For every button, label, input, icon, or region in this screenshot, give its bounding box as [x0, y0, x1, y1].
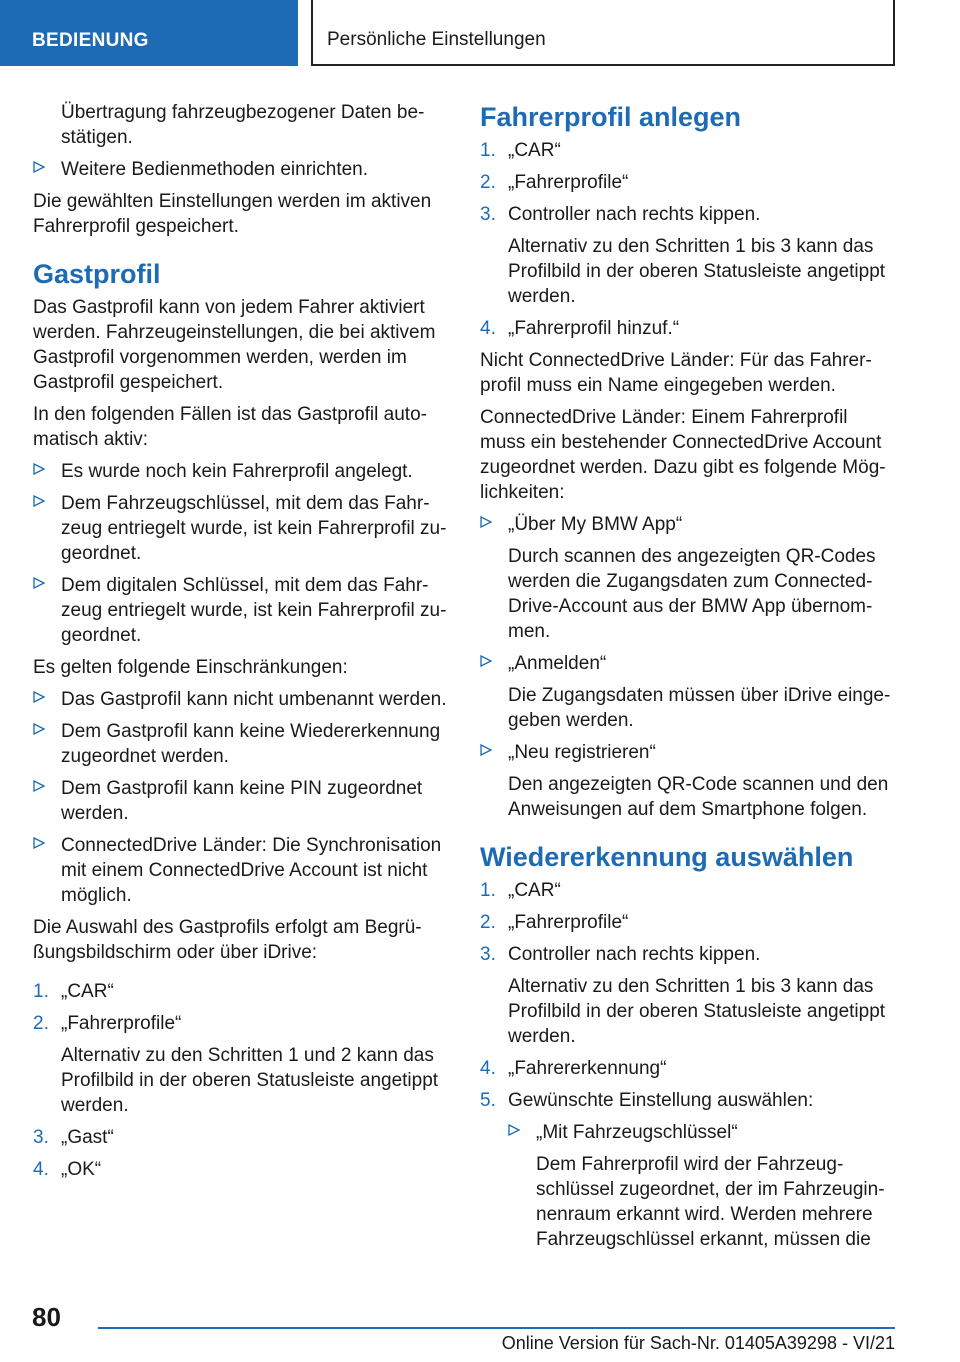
step-number: 1.	[480, 880, 496, 901]
list-item	[33, 459, 451, 484]
triangle-right-outline-icon	[33, 161, 45, 173]
step-number: 3.	[33, 1127, 49, 1148]
right-column	[480, 100, 895, 1259]
list-item	[508, 1120, 895, 1252]
step-note: Alternativ zu den Schritten 1 bis 3 kann das Profilbild in der oberen Statusleiste angetippt werden.	[508, 976, 886, 1047]
numbered-step	[480, 138, 895, 163]
numbered-step	[480, 170, 895, 195]
list-item	[33, 719, 451, 769]
option-title: „Über My BMW App“	[508, 514, 683, 535]
option-description: Den angezeigten QR-Code scannen und den Anweisungen auf dem Smartphone folgen.	[508, 774, 889, 820]
step-number: 2.	[480, 172, 496, 193]
triangle-right-outline-icon	[480, 744, 492, 756]
numbered-step	[33, 1125, 451, 1150]
triangle-right-outline-icon	[33, 780, 45, 792]
list-item	[33, 491, 451, 566]
numbered-step	[480, 910, 895, 935]
left-column	[33, 100, 451, 1189]
step-number: 2.	[480, 912, 496, 933]
step-text: „OK“	[61, 1159, 102, 1180]
step-number: 1.	[33, 981, 49, 1002]
numbered-step	[480, 1056, 895, 1081]
triangle-right-outline-icon	[33, 691, 45, 703]
chapter-tab[interactable]: Persönliche Einstellungen	[311, 0, 895, 66]
list-item	[33, 573, 451, 648]
numbered-step	[480, 316, 895, 341]
step-text: „Gast“	[61, 1127, 114, 1148]
numbered-step	[33, 1157, 451, 1182]
step-text: „CAR“	[61, 981, 114, 1002]
list-item-text: Dem digitalen Schlüssel, mit dem das Fahrzeug entriegelt wurde, ist kein Fahrerprofil zugeordnet.	[61, 575, 447, 646]
list-item-text: Dem Fahrzeugschlüssel, mit dem das Fahrzeug entriegelt wurde, ist kein Fahrerprofil zugeordnet.	[61, 493, 447, 564]
step-text: „Fahrerprofil hinzuf.“	[508, 318, 680, 339]
triangle-right-outline-icon	[33, 577, 45, 589]
step-text: „Fahrererkennung“	[508, 1058, 667, 1079]
step-note: Alternativ zu den Schritten 1 und 2 kann das Profilbild in der oberen Statusleiste angetippt werden.	[61, 1045, 439, 1116]
page-header	[0, 0, 960, 66]
section-heading-gastprofil: Gastprofil	[33, 259, 161, 289]
step-text: Controller nach rechts kippen.	[508, 944, 761, 965]
option-description: Durch scannen des angezeigten QR-Codes werden die Zugangsdaten zum ConnectedDrive-Account aus der BMW App übernommen.	[508, 546, 876, 642]
step-number: 4.	[33, 1159, 49, 1180]
list-item-text: ConnectedDrive Länder: Die Synchronisation mit einem ConnectedDrive Account ist nicht möglich.	[61, 835, 442, 906]
step-number: 2.	[33, 1013, 49, 1034]
list-item-text: Es wurde noch kein Fahrerprofil angelegt.	[61, 461, 413, 482]
triangle-right-outline-icon	[33, 723, 45, 735]
paragraph: Das Gastprofil kann von jedem Fahrer aktiviert werden. Fahrzeugeinstellungen, die bei aktivem Gastprofil vorgenommen werden, werden im Gastprofil gespeichert.	[33, 297, 436, 393]
footer-text: Online Version für Sach-Nr. 01405A39298 - VI/21	[501, 1333, 895, 1353]
triangle-right-outline-icon	[508, 1124, 520, 1136]
section-heading-fahrerprofil-anlegen: Fahrerprofil anlegen	[480, 102, 742, 132]
step-text: „Fahrerprofile“	[61, 1013, 182, 1034]
triangle-right-outline-icon	[480, 516, 492, 528]
step-note: Alternativ zu den Schritten 1 bis 3 kann das Profilbild in der oberen Statusleiste angetippt werden.	[508, 236, 886, 307]
numbered-step	[480, 1088, 895, 1252]
numbered-step	[33, 979, 451, 1004]
list-item	[480, 651, 895, 733]
paragraph: Die gewählten Einstellungen werden im aktiven Fahrerprofil gespeichert.	[33, 191, 432, 237]
list-item	[480, 740, 895, 822]
footer-divider	[98, 1327, 895, 1329]
numbered-step	[480, 942, 895, 1049]
option-description: Die Zugangsdaten müssen über iDrive eingegeben werden.	[508, 685, 891, 731]
step-number: 3.	[480, 944, 496, 965]
option-title: „Neu registrieren“	[508, 742, 656, 763]
paragraph: Die Auswahl des Gastprofils erfolgt am Begrüßungsbildschirm oder über iDrive:	[33, 917, 422, 963]
section-heading-wiedererkennung: Wiedererkennung auswählen	[480, 842, 854, 872]
paragraph: In den folgenden Fällen ist das Gastprofil automatisch aktiv:	[33, 404, 427, 450]
list-item	[33, 687, 451, 712]
triangle-right-outline-icon	[33, 837, 45, 849]
triangle-right-outline-icon	[33, 495, 45, 507]
step-text: „CAR“	[508, 880, 561, 901]
option-title: „Anmelden“	[508, 653, 607, 674]
list-item	[33, 776, 451, 826]
list-item-text: Dem Gastprofil kann keine Wiedererkennung zugeordnet werden.	[61, 721, 441, 767]
numbered-step	[33, 1011, 451, 1118]
step-text: Controller nach rechts kippen.	[508, 204, 761, 225]
intro-continuation: Übertragung fahrzeugbezogener Daten bestätigen.	[61, 102, 425, 148]
step-number: 5.	[480, 1090, 496, 1111]
step-number: 3.	[480, 204, 496, 225]
paragraph: ConnectedDrive Länder: Einem Fahrerprofil muss ein bestehender ConnectedDrive Account zugeordnet werden. Dazu gibt es folgende Möglichkeiten:	[480, 407, 886, 503]
list-item-text: Dem Gastprofil kann keine PIN zugeordnet werden.	[61, 778, 423, 824]
step-number: 4.	[480, 318, 496, 339]
step-number: 4.	[480, 1058, 496, 1079]
triangle-right-outline-icon	[33, 463, 45, 475]
paragraph: Es gelten folgende Einschränkungen:	[33, 657, 348, 678]
triangle-right-outline-icon	[480, 655, 492, 667]
list-item	[33, 833, 451, 908]
page-number: 80	[32, 1302, 61, 1332]
step-text: „CAR“	[508, 140, 561, 161]
list-item-text: Das Gastprofil kann nicht umbenannt werden.	[61, 689, 447, 710]
option-description: Dem Fahrerprofil wird der Fahrzeugschlüssel zugeordnet, der im Fahrzeuginnenraum erkannt wird. Werden mehrere Fahrzeugschlüssel erkannt, müssen die	[536, 1154, 885, 1250]
step-text: Gewünschte Einstellung auswählen:	[508, 1090, 814, 1111]
step-number: 1.	[480, 140, 496, 161]
section-tab[interactable]: BEDIENUNG	[0, 0, 298, 66]
numbered-step	[480, 202, 895, 309]
list-item	[480, 512, 895, 644]
list-item-text: Weitere Bedienmethoden einrichten.	[61, 159, 369, 180]
step-text: „Fahrerprofile“	[508, 172, 629, 193]
option-title: „Mit Fahrzeugschlüssel“	[536, 1122, 738, 1143]
paragraph: Nicht ConnectedDrive Länder: Für das Fahrerprofil muss ein Name eingegeben werden.	[480, 350, 872, 396]
list-item	[33, 157, 451, 182]
numbered-step	[480, 878, 895, 903]
step-text: „Fahrerprofile“	[508, 912, 629, 933]
